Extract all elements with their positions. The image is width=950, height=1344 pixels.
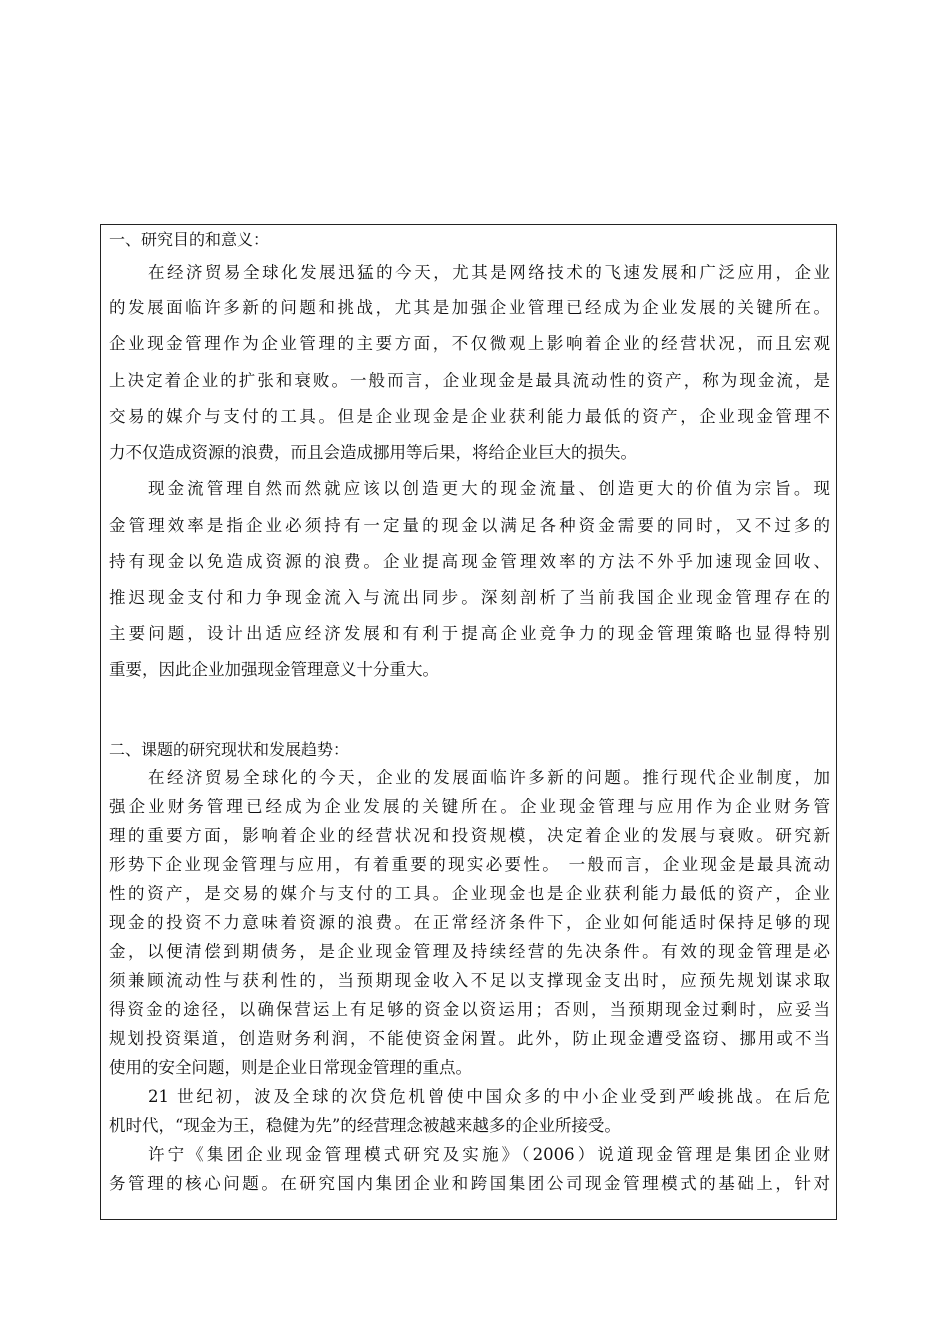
section2-para1-line: 理的重要方面，影响着企业的经营状况和投资规模，决定着企业的发展与衰败。研究新 — [109, 826, 830, 845]
section1-para2-line: 推迟现金支付和力争现金流入与流出同步。深刻剖析了当前我国企业现金管理存在的 — [109, 588, 830, 607]
section2-para1-line: 性的资产，是交易的媒介与支付的工具。企业现金也是企业获利能力最低的资产，企业 — [109, 884, 830, 903]
section2-para1-line: 强企业财务管理已经成为企业发展的关键所在。企业现金管理与应用作为企业财务管 — [109, 797, 830, 816]
section1-para1-line: 上决定着企业的扩张和衰败。一般而言，企业现金是最具流动性的资产，称为现金流，是 — [109, 371, 830, 390]
section2-para1-line: 金，以便清偿到期债务，是企业现金管理及持续经营的先决条件。有效的现金管理是必 — [109, 942, 830, 961]
section1-para1-line: 力不仅造成资源的浪费，而且会造成挪用等后果，将给企业巨大的损失。 — [109, 443, 637, 462]
section1-para1-line: 在经济贸易全球化发展迅猛的今天，尤其是网络技术的飞速发展和广泛应用，企业 — [148, 263, 830, 282]
section1-para2-line: 主要问题，设计出适应经济发展和有利于提高企业竞争力的现金管理策略也显得特别 — [109, 624, 830, 643]
section2-para1-line: 使用的安全问题，则是企业日常现金管理的重点。 — [109, 1058, 472, 1077]
section2-para3-line: 务管理的核心问题。在研究国内集团企业和跨国集团公司现金管理模式的基础上，针对 — [109, 1174, 830, 1193]
section2-para1-line: 现金的投资不力意味着资源的浪费。在正常经济条件下，企业如何能适时保持足够的现 — [109, 913, 830, 932]
section2-para1-line: 规划投资渠道，创造财务利润，不能使资金闲置。此外，防止现金遭受盗窃、挪用或不当 — [109, 1029, 830, 1048]
section2-para1-line: 形势下企业现金管理与应用，有着重要的现实必要性。 一般而言，企业现金是最具流动 — [109, 855, 830, 874]
section1-heading: 一、研究目的和意义： — [109, 230, 270, 249]
section1-para1-line: 的发展面临许多新的问题和挑战，尤其是加强企业管理已经成为企业发展的关键所在。 — [109, 298, 830, 317]
section2-para3-line: 许宁《集团企业现金管理模式研究及实施》（2006）说道现金管理是集团企业财 — [148, 1145, 830, 1164]
section2-para1-line: 须兼顾流动性与获利性的，当预期现金收入不足以支撑现金支出时，应预先规划谋求取 — [109, 971, 830, 990]
section1-para2-line: 现金流管理自然而然就应该以创造更大的现金流量、创造更大的价值为宗旨。现 — [148, 479, 830, 498]
section2-para1-line: 得资金的途径，以确保营运上有足够的资金以资运用；否则，当预期现金过剩时，应妥当 — [109, 1000, 830, 1019]
section1-para1-line: 企业现金管理作为企业管理的主要方面，不仅微观上影响着企业的经营状况，而且宏观 — [109, 334, 830, 353]
section2-heading: 二、课题的研究现状和发展趋势： — [109, 740, 350, 759]
section1-para2-line: 重要，因此企业加强现金管理意义十分重大。 — [109, 660, 439, 679]
section1-para2-line: 持有现金以免造成资源的浪费。企业提高现金管理效率的方法不外乎加速现金回收、 — [109, 552, 830, 571]
section2-para1-line: 在经济贸易全球化的今天，企业的发展面临许多新的问题。推行现代企业制度，加 — [148, 768, 830, 787]
section2-para2-line: 机时代，“现金为王，稳健为先”的经营理念被越来越多的企业所接受。 — [109, 1116, 621, 1135]
section2-para2-line: 21 世纪初，波及全球的次贷危机曾使中国众多的中小企业受到严峻挑战。在后危 — [148, 1087, 830, 1106]
section1-para1-line: 交易的媒介与支付的工具。但是企业现金是企业获利能力最低的资产，企业现金管理不 — [109, 407, 830, 426]
section1-para2-line: 金管理效率是指企业必须持有一定量的现金以满足各种资金需要的同时，又不过多的 — [109, 516, 830, 535]
